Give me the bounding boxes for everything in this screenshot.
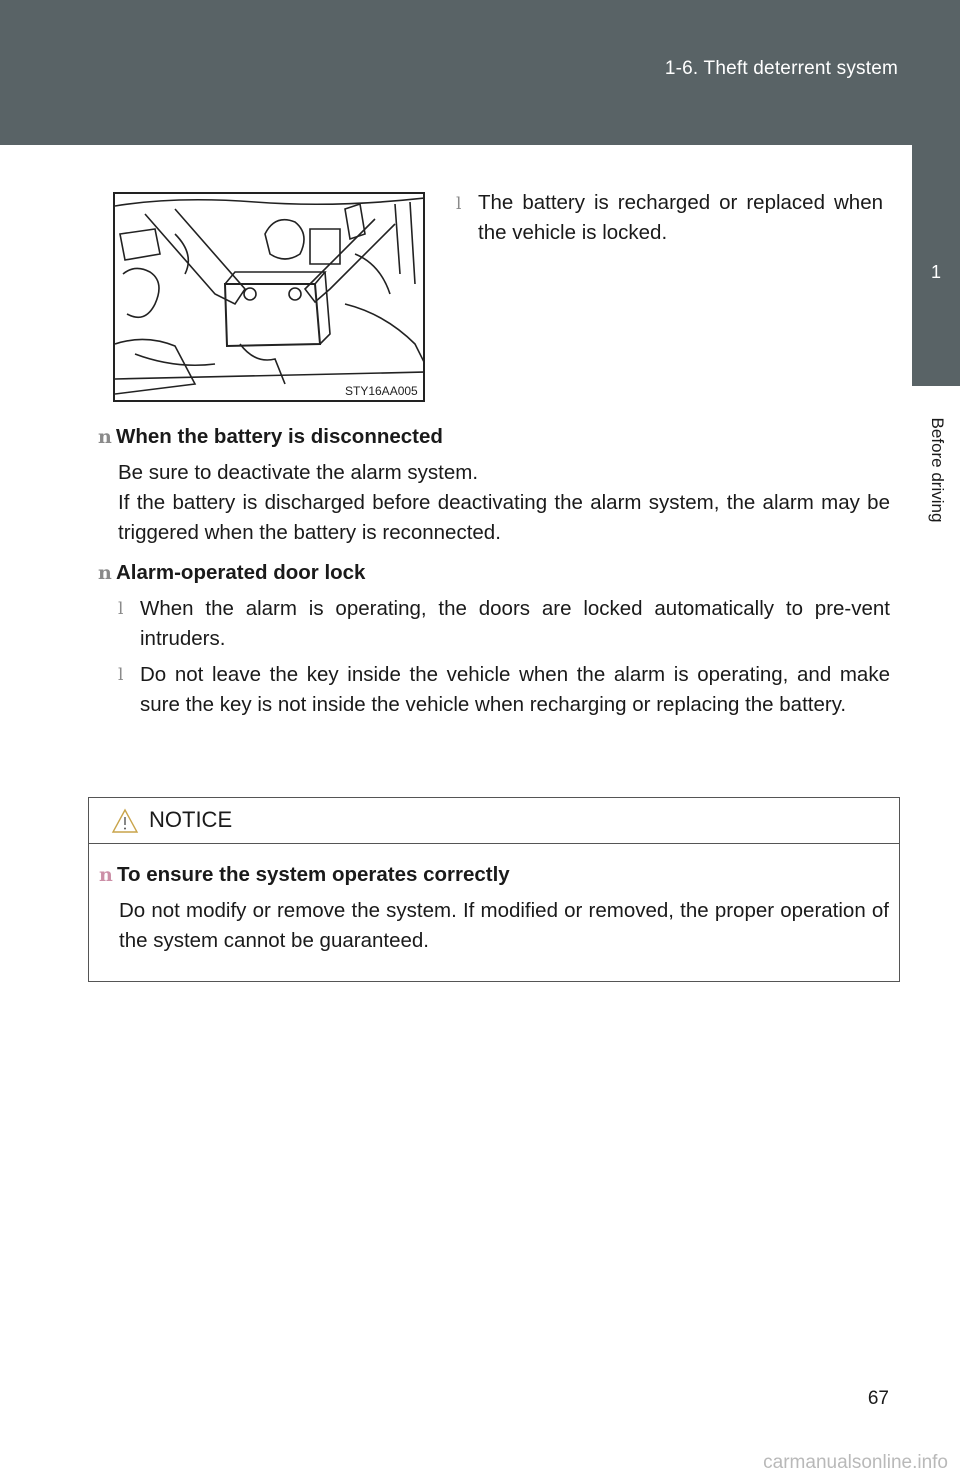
notice-heading: [99, 860, 889, 890]
chapter-tab-rule: [912, 383, 960, 386]
notice-header: [89, 798, 899, 844]
section-heading: [98, 558, 890, 588]
list-item-text: When the alarm is operating, the doors are locked automatically to pre-vent intruders.: [140, 597, 890, 650]
bullet: l: [456, 194, 462, 214]
chapter-tab: [912, 145, 960, 383]
section-heading: [98, 422, 890, 452]
notice-marker: n: [99, 864, 113, 886]
notice-box: [88, 797, 900, 982]
section-heading-text: When the battery is disconnected: [116, 425, 443, 448]
section-heading-text: Alarm-operated door lock: [116, 561, 366, 584]
list-item: [118, 594, 890, 654]
battery-illustration: [113, 192, 425, 402]
figure-caption-text: The battery is recharged or replaced when the vehicle is locked.: [478, 191, 883, 244]
notice-title: NOTICE: [149, 807, 233, 832]
engine-bay-drawing: [115, 194, 425, 402]
figure-caption: [456, 188, 886, 248]
paragraph: Be sure to deactivate the alarm system.: [118, 461, 479, 484]
chapter-label: [927, 417, 947, 523]
section-marker: n: [98, 426, 112, 448]
list-item-text: Do not leave the key inside the vehicle when the alarm is operating, and make sure the key is not inside the vehicle when recharging or replacing the battery.: [140, 663, 890, 716]
chapter-number: 1: [930, 262, 941, 282]
list-item: [118, 660, 890, 720]
figure-code: STY16AA005: [345, 384, 418, 398]
section-alarm-door-lock: [98, 558, 890, 720]
warning-triangle-icon: [111, 808, 139, 834]
notice-text: Do not modify or remove the system. If modified or removed, the proper operation of the system cannot be guaranteed.: [119, 899, 889, 952]
section-battery-disconnected: [98, 422, 890, 548]
page-number: 67: [867, 1388, 889, 1409]
notice-body: [99, 860, 889, 956]
bullet: l: [118, 665, 124, 685]
paragraph: If the battery is discharged before deactivating the alarm system, the alarm may be triggered when the battery is reconnected.: [118, 491, 890, 544]
header-band: [0, 0, 960, 145]
notice-heading-text: To ensure the system operates correctly: [117, 863, 510, 886]
bullet: l: [118, 599, 124, 619]
chapter-label-text: Before driving: [928, 417, 947, 523]
section-marker: n: [98, 562, 112, 584]
chapter-title: 1-6. Theft deterrent system: [664, 58, 898, 79]
watermark: carmanualsonline.info: [763, 1452, 948, 1473]
